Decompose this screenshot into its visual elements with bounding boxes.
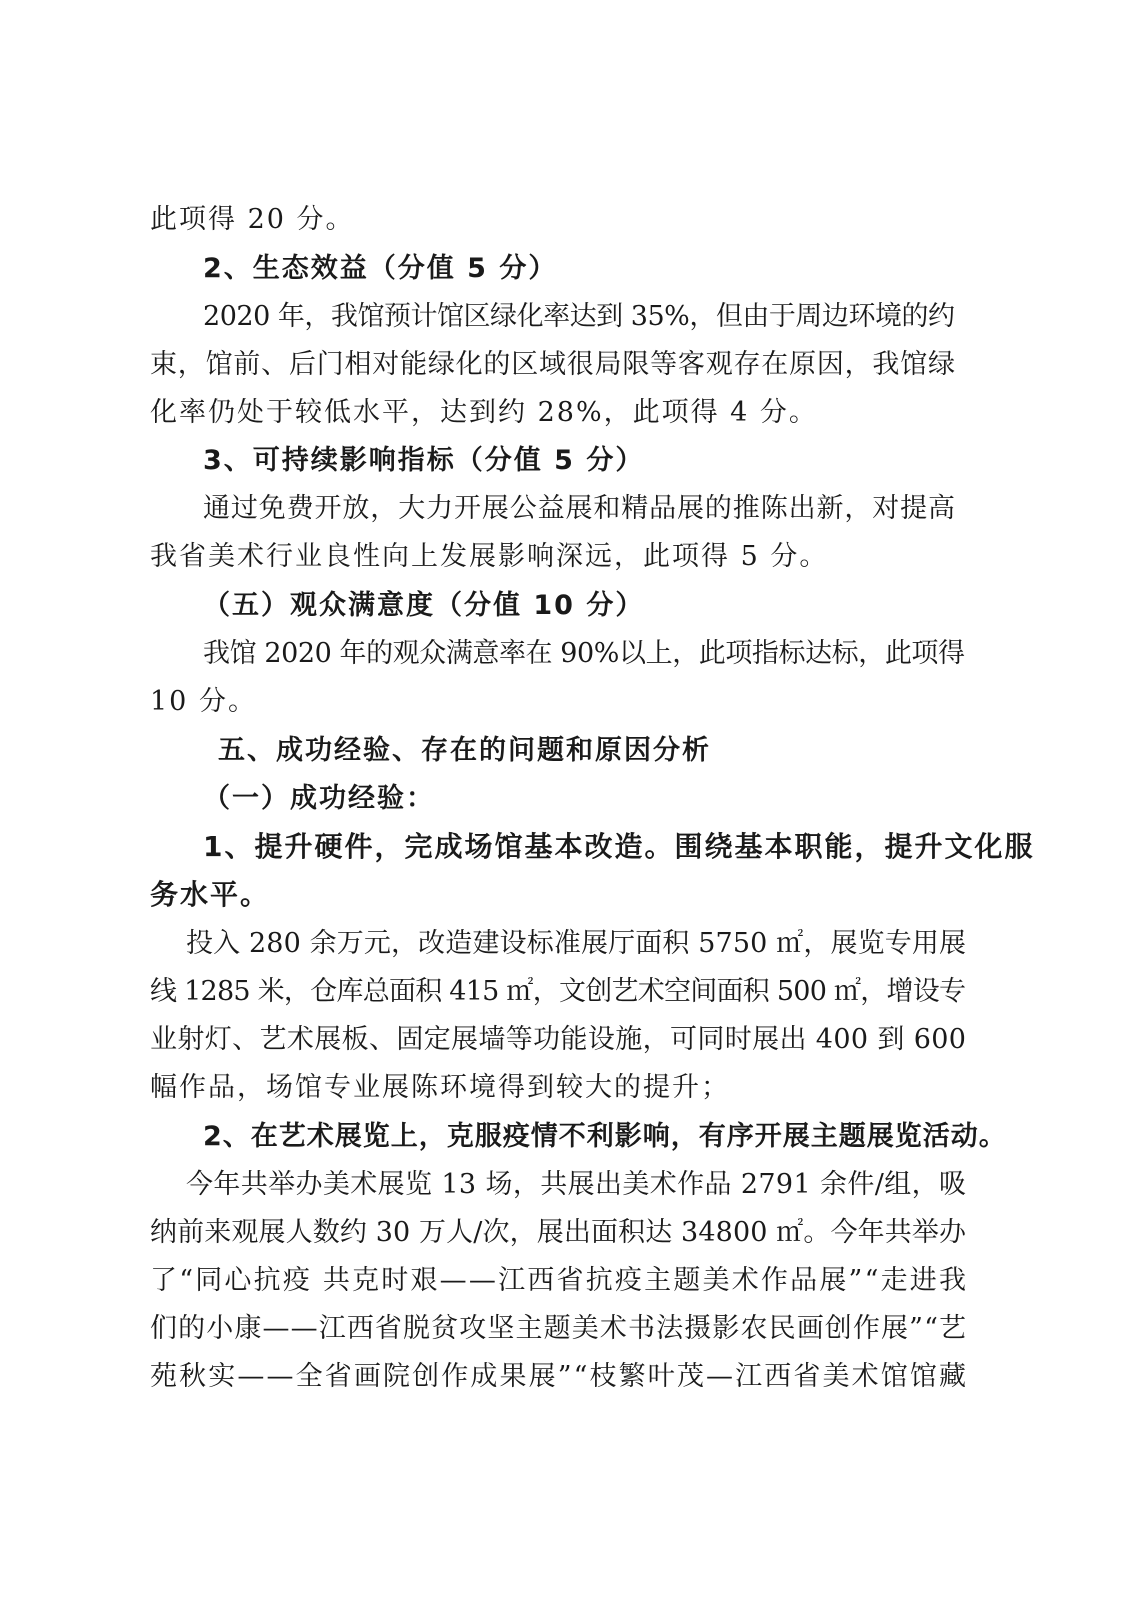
text-line bbox=[203, 299, 955, 335]
text-line bbox=[186, 926, 966, 962]
text-segment: 今年共举办美术展览 13 场，共展出美术作品 2791 余件/组，吸 bbox=[186, 1169, 967, 1200]
text-segment: 束，馆前、后门相对能绿化的区域很局限等客观存在原因，我馆绿 bbox=[150, 349, 956, 380]
section-heading: （五）观众满意度（分值 10 分） bbox=[203, 590, 645, 621]
text-line bbox=[186, 1167, 966, 1203]
text-segment: 2020 年，我馆预计馆区绿化率达到 35%，但由于周边环境的约 bbox=[203, 301, 955, 332]
text-segment: 业射灯、艺术展板、固定展墙等功能设施，可同时展出 400 到 600 bbox=[150, 1024, 967, 1055]
text-line bbox=[150, 974, 966, 1010]
text-line: 我省美术行业良性向上发展影响深远，此项得 5 分。 bbox=[150, 541, 829, 572]
text-line bbox=[150, 1311, 966, 1347]
text-line: 此项得 20 分。 bbox=[150, 204, 355, 235]
text-segment: 我馆 2020 年的观众满意率在 90%以上，此项指标达标，此项得 bbox=[203, 638, 965, 669]
paragraph-heading: 务水平。 bbox=[150, 878, 271, 911]
text-segment: 通过免费开放，大力开展公益展和精品展的推陈出新，对提高 bbox=[203, 493, 956, 524]
chapter-heading: 五、成功经验、存在的问题和原因分析 bbox=[218, 735, 711, 766]
text-line: 幅作品，场馆专业展陈环境得到较大的提升； bbox=[150, 1072, 730, 1103]
text-line: 化率仍处于较低水平，达到约 28%，此项得 4 分。 bbox=[150, 397, 818, 428]
section-heading: （一）成功经验： bbox=[203, 783, 435, 814]
text-segment: 投入 280 余万元，改造建设标准展厅面积 5750 ㎡，展览专用展 bbox=[186, 928, 967, 959]
text-segment: 们的小康——江西省脱贫攻坚主题美术书法摄影农民画创作展”“艺 bbox=[150, 1313, 968, 1344]
text-segment: 苑秋实——全省画院创作成果展”“枝繁叶茂—江西省美术馆馆藏 bbox=[150, 1361, 969, 1392]
text-line bbox=[150, 1359, 969, 1395]
text-line bbox=[150, 1263, 969, 1299]
text-segment: 线 1285 米，仓库总面积 415 ㎡，文创艺术空间面积 500 ㎡，增设专 bbox=[150, 976, 966, 1007]
text-line bbox=[150, 1215, 966, 1251]
subsection-heading: 2、生态效益（分值 5 分） bbox=[203, 253, 558, 284]
text-line bbox=[203, 491, 955, 527]
text-segment: 了“同心抗疫 共克时艰——江西省抗疫主题美术作品展”“走进我 bbox=[150, 1265, 969, 1296]
text-line bbox=[150, 347, 955, 383]
text-line: 10 分。 bbox=[150, 686, 257, 717]
text-line bbox=[203, 636, 965, 672]
text-line bbox=[150, 1022, 966, 1058]
text-segment: 纳前来观展人数约 30 万人/次，展出面积达 34800 ㎡。今年共举办 bbox=[150, 1217, 967, 1248]
paragraph-heading: 1、提升硬件，完成场馆基本改造。围绕基本职能，提升文化服 bbox=[203, 830, 1035, 863]
subsection-heading: 3、可持续影响指标（分值 5 分） bbox=[203, 445, 645, 476]
paragraph-heading: 2、在艺术展览上，克服疫情不利影响，有序开展主题展览活动。 bbox=[203, 1121, 1007, 1152]
